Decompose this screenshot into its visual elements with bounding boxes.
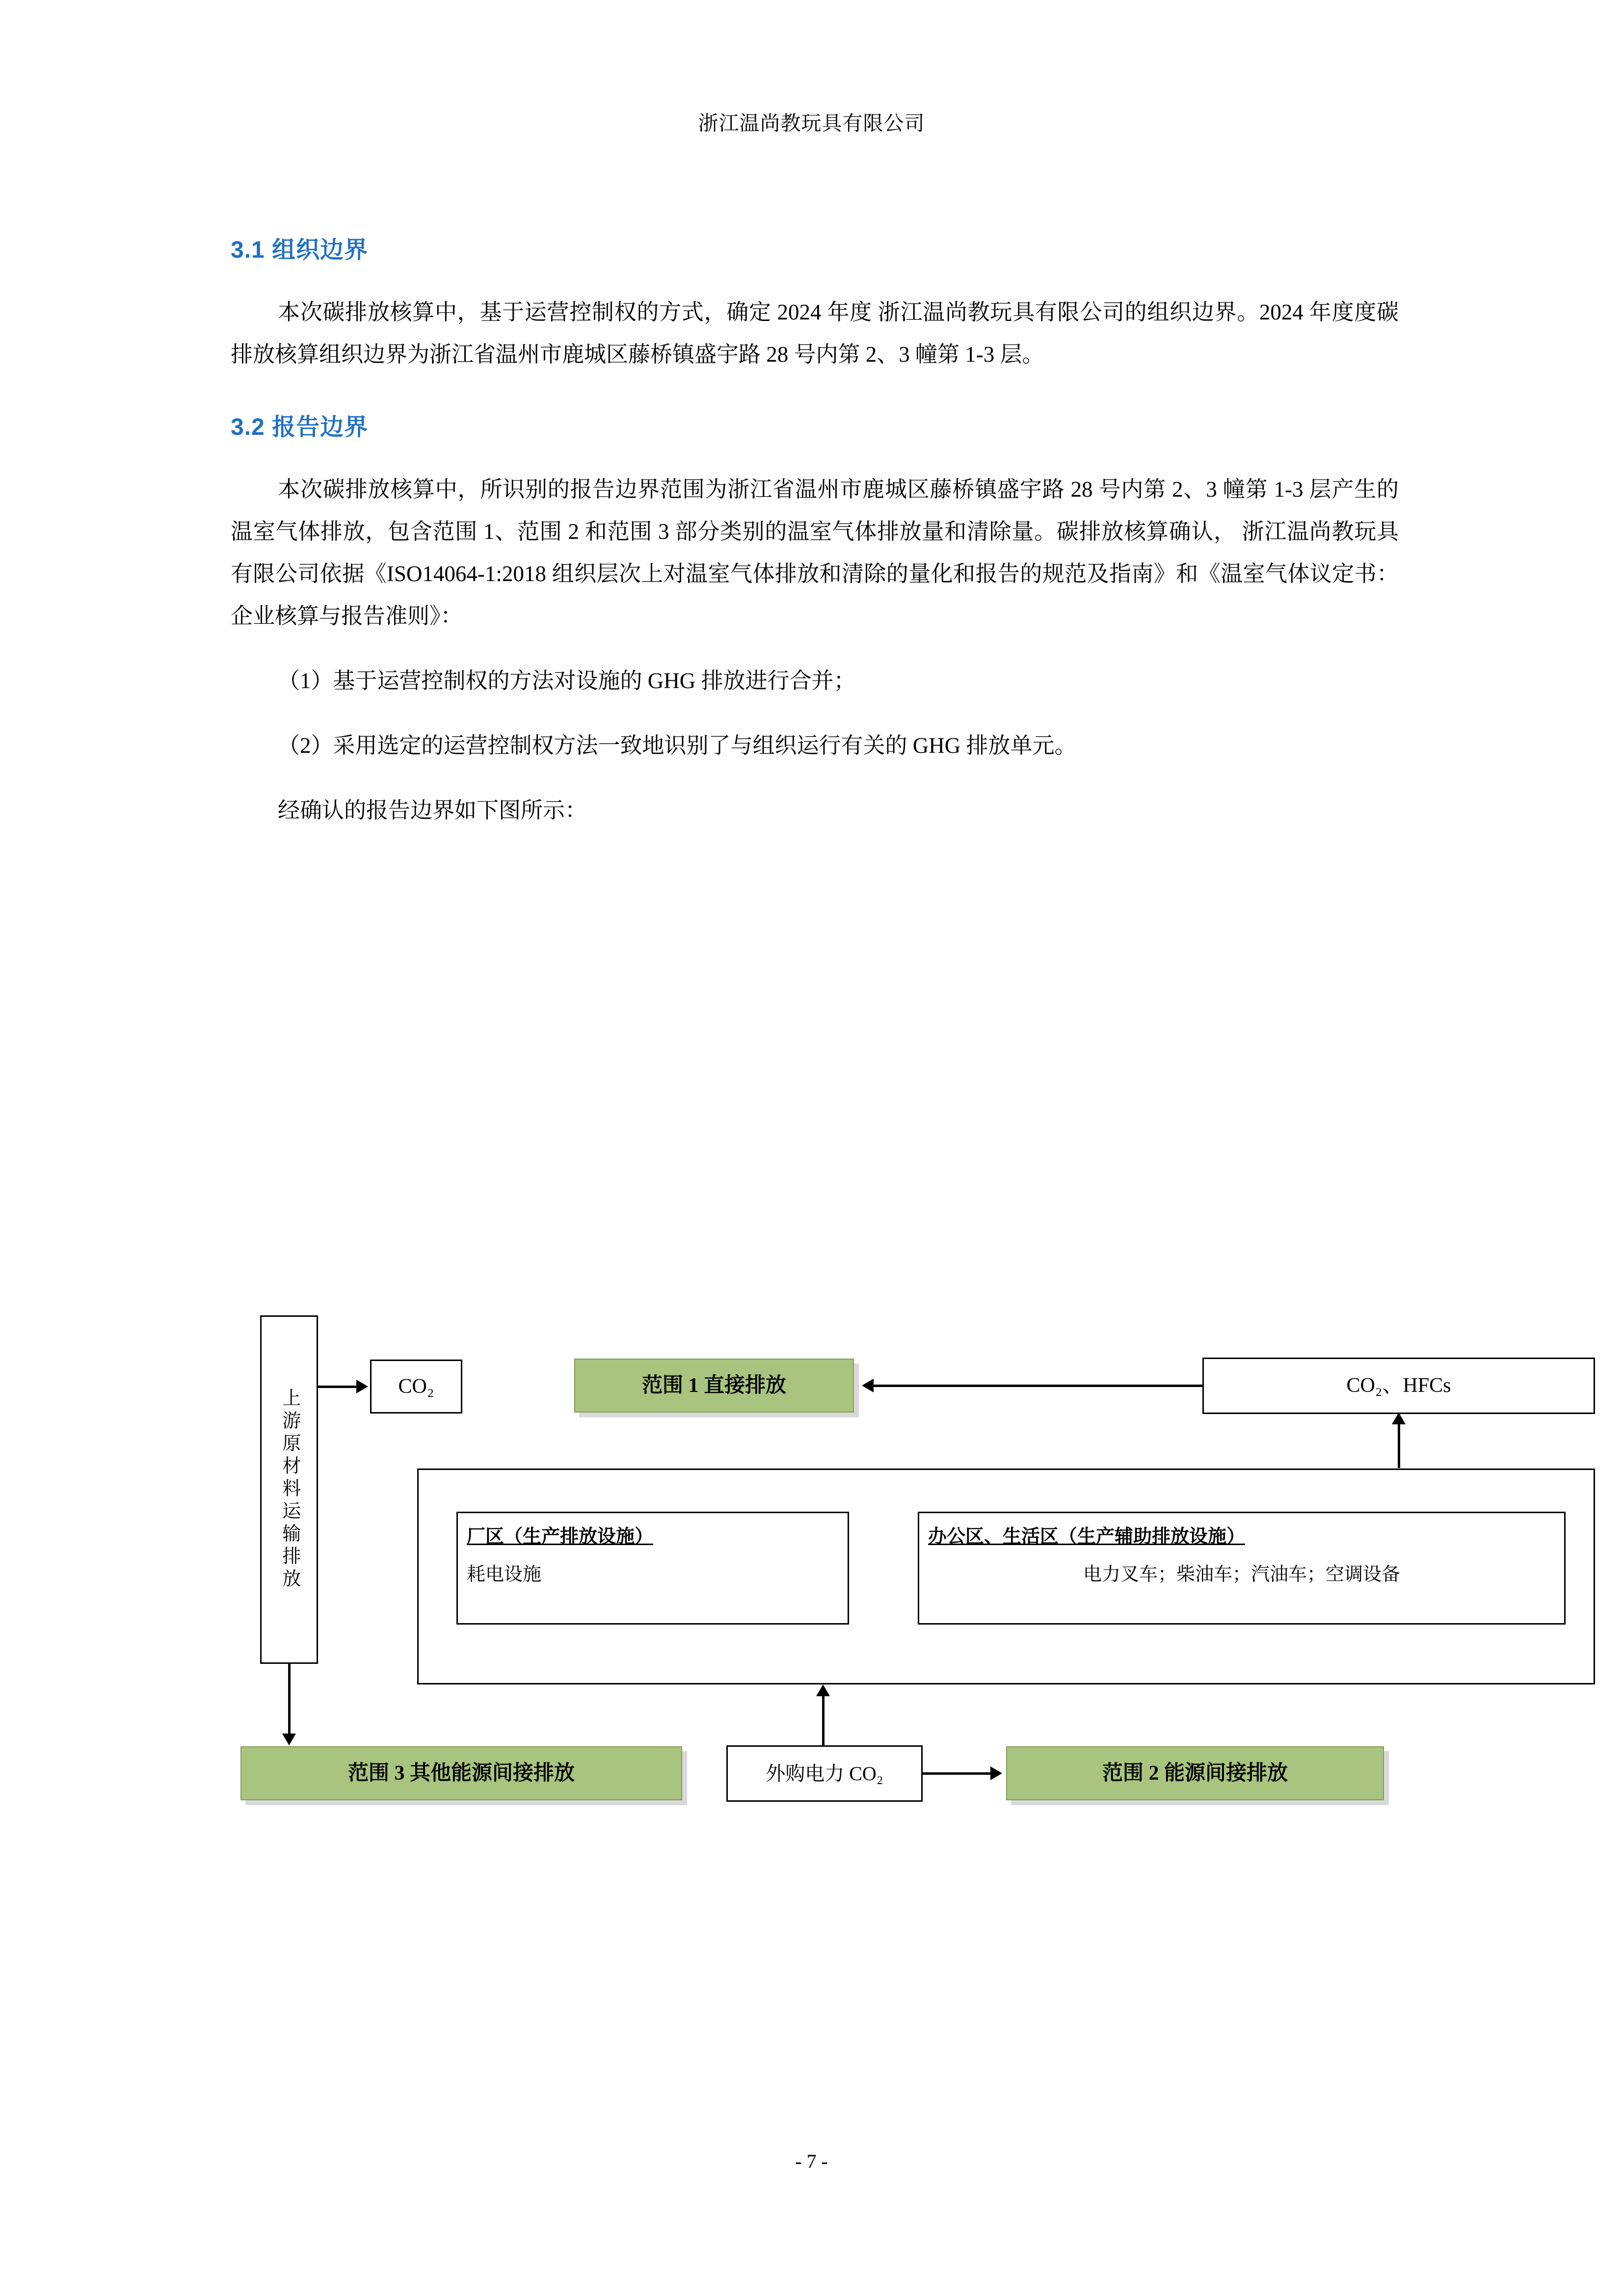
diagram-arrowhead-upstream-scope3 [282, 1734, 296, 1745]
diagram-arrowhead-upstream-co2 [356, 1380, 368, 1393]
diagram-purchased-power-box: 外购电力 CO₂ [726, 1745, 923, 1802]
paragraph-3-2-4: 经确认的报告边界如下图所示： [278, 798, 587, 823]
diagram-connector-upstream-scope3 [288, 1664, 291, 1742]
diagram-connector-power-scope2 [923, 1772, 991, 1775]
paragraph-3-2-3: （2）采用选定的运营控制权方法一致地识别了与组织运行有关的 GHG 排放单元。 [278, 733, 1077, 758]
diagram-arrowhead-power-facility [816, 1684, 830, 1696]
page-header: 浙江温尚教玩具有限公司 [698, 112, 925, 134]
heading-3-2: 3.2 报告边界 [231, 414, 369, 440]
page-footer: - 7 - [795, 2150, 828, 2172]
diagram-office-title: 办公区、生活区（生产辅助排放设施） [928, 1526, 1246, 1547]
diagram-arrowhead-facility-hfcs [1392, 1413, 1406, 1424]
diagram-scope1-box: 范围 1 直接排放 [574, 1359, 854, 1413]
diagram-plant-items: 耗电设施 [467, 1564, 542, 1585]
diagram-office-items: 电力叉车；柴油车；汽油车；空调设备 [1083, 1564, 1400, 1585]
diagram-upstream-box: 上游原材料运输排放 [260, 1315, 318, 1664]
heading-3-1: 3.1 组织边界 [231, 237, 369, 263]
boundary-diagram [231, 1315, 1451, 1816]
diagram-arrowhead-power-scope2 [990, 1766, 1002, 1780]
diagram-arrowhead-hfcs-scope1 [862, 1379, 874, 1392]
diagram-scope3-box: 范围 3 其他能源间接排放 [240, 1746, 682, 1800]
paragraph-3-1-1: 本次碳排放核算中，基于运营控制权的方式，确定 2024 年度 浙江温尚教玩具有限公司的组织边界。2024 年度度碳排放核算组织边界为浙江省温州市鹿城区藤桥镇盛宇路 28 号内第 2、3 幢第 1-3 层。 [231, 300, 1399, 367]
diagram-co2-hfcs-box: CO₂、HFCs [1202, 1358, 1595, 1414]
diagram-plant-box [456, 1512, 849, 1625]
paragraph-3-2-2: （1）基于运营控制权的方法对设施的 GHG 排放进行合并； [278, 668, 856, 693]
diagram-connector-power-facility [822, 1688, 825, 1745]
diagram-connector-upstream-co2 [318, 1386, 357, 1388]
document-body [231, 231, 1399, 831]
diagram-scope2-box: 范围 2 能源间接排放 [1006, 1746, 1384, 1800]
diagram-connector-hfcs-scope1 [874, 1385, 1202, 1387]
diagram-co2-box: CO₂ [370, 1360, 462, 1414]
diagram-plant-title: 厂区（生产排放设施） [467, 1526, 654, 1547]
paragraph-3-2-1: 本次碳排放核算中，所识别的报告边界范围为浙江省温州市鹿城区藤桥镇盛宇路 28 号内第 2、3 幢第 1-3 层产生的温室气体排放，包含范围 1、范围 2 和范围 3 部分类别的温室气体排放量和清除量。碳排放核算确认， 浙江温尚教玩具有限公司依据《ISO14064-1:2018 组织层次上对温室气体排放和清除的量化和报告的规范及指南》和《温室气体议定书：企业核算与报告准则》： [231, 477, 1399, 628]
diagram-office-box [918, 1512, 1566, 1625]
